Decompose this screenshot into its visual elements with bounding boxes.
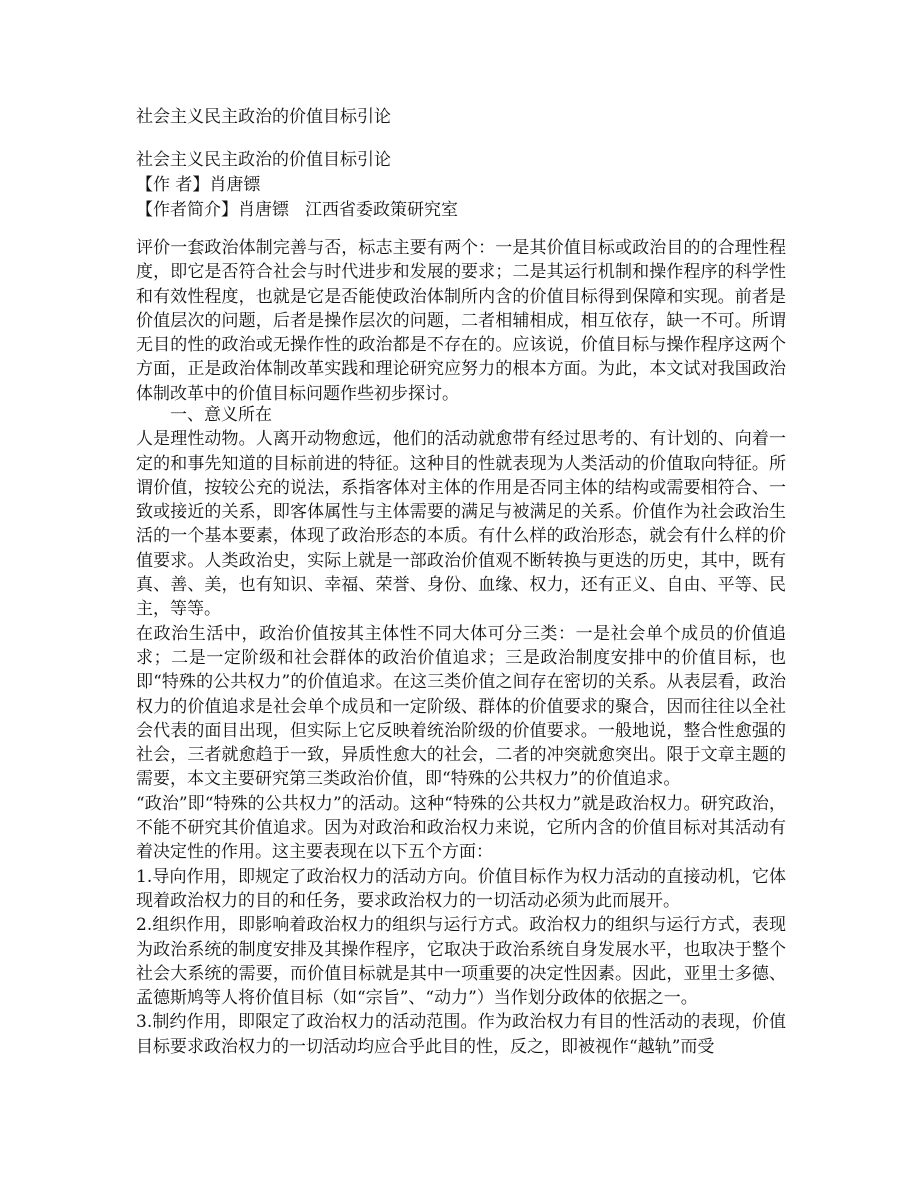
- body-paragraph: “政治”即“特殊的公共权力”的活动。这种“特殊的公共权力”就是政治权力。研究政治，不能不研究其价值追求。因为对政治和政治权力来说，它所内含的价值目标对其活动有着决定性的作用。这主要表现在以下五个方面：: [136, 793, 786, 863]
- author-line: [136, 173, 786, 198]
- author-name: 肖唐镖: [209, 175, 261, 195]
- article-header: [136, 148, 786, 223]
- bio-label: 【作者简介】: [136, 200, 238, 220]
- body-paragraph: 1.导向作用，即规定了政治权力的活动方向。价值目标作为权力活动的直接动机，它体现着政治权力的目的和任务，要求政治权力的一切活动必须为此而展开。: [136, 866, 786, 911]
- bio-affiliation: 江西省委政策研究室: [305, 200, 458, 220]
- body-paragraph: 2.组织作用，即影响着政治权力的组织与运行方式。政治权力的组织与运行方式，表现为政治系统的制度安排及其操作程序，它取决于政治系统自身发展水平，也取决于整个社会大系统的需要，而价值目标就是其中一项重要的决定性因素。因此，亚里士多德、孟德斯鸠等人将价值目标（如“宗旨”、“动力”）当作划分政体的依据之一。: [136, 915, 786, 1009]
- body-paragraph: 3.制约作用，即限定了政治权力的活动范围。作为政治权力有目的性活动的表现，价值目标要求政治权力的一切活动均应合乎此目的性，反之，即被视作“越轨”而受: [136, 1012, 786, 1057]
- article-title: 社会主义民主政治的价值目标引论: [136, 150, 391, 170]
- page-title: 社会主义民主政治的价值目标引论: [136, 107, 391, 127]
- section-heading: 一、意义所在: [170, 405, 272, 425]
- author-label: 【作 者】: [136, 175, 210, 195]
- bio-name: 肖唐镖: [238, 200, 289, 220]
- author-bio-line: [136, 198, 786, 223]
- intro-paragraph: 评价一套政治体制完善与否，标志主要有两个：一是其价值目标或政治目的的合理性程度，即它是否符合社会与时代进步和发展的要求；二是其运行机制和操作程序的科学性和有效性程度，也就是它是否能使政治体制所内含的价值目标得到保障和实现。前者是价值层次的问题，后者是操作层次的问题，二者相辅相成，相互依存，缺一不可。所谓无目的性的政治或无操作性的政治都是不存在的。应该说，价值目标与操作程序这两个方面，正是政治体制改革实践和理论研究应努力的根本方面。为此，本文试对我国政治体制改革中的价值目标问题作些初步探讨。: [136, 238, 786, 404]
- intro-section: [136, 236, 786, 406]
- body-paragraph: 在政治生活中，政治价值按其主体性不同大体可分三类：一是社会单个成员的价值追求；二是一定阶级和社会群体的政治价值追求；三是政治制度安排中的价值目标，也即“特殊的公共权力”的价值追求。在这三类价值之间存在密切的关系。从表层看，政治权力的价值追求是社会单个成员和一定阶级、群体的价值要求的聚合，因而往往以全社会代表的面目出现，但实际上它反映着统治阶级的价值要求。一般地说，整合性愈强的社会，三者就愈趋于一致，异质性愈大的社会，二者的冲突就愈突出。限于文章主题的需要，本文主要研究第三类政治价值，即“特殊的公共权力”的价值追求。: [136, 623, 786, 790]
- article-body: [136, 403, 786, 1059]
- body-paragraph: 人是理性动物。人离开动物愈远，他们的活动就愈带有经过思考的、有计划的、向着一定的和事先知道的目标前进的特征。这种目的性就表现为人类活动的价值取向特征。所谓价值，按较公充的说法，系指客体对主体的作用是否同主体的结构或需要相符合、一致或接近的关系，即客体属性与主体需要的满足与被满足的关系。价值作为社会政治生活的一个基本要素，体现了政治形态的本质。有什么样的政治形态，就会有什么样的价值要求。人类政治史，实际上就是一部政治价值观不断转换与更迭的历史，其中，既有真、善、美，也有知识、幸福、荣誉、身份、血缘、权力，还有正义、自由、平等、民主，等等。: [136, 429, 786, 620]
